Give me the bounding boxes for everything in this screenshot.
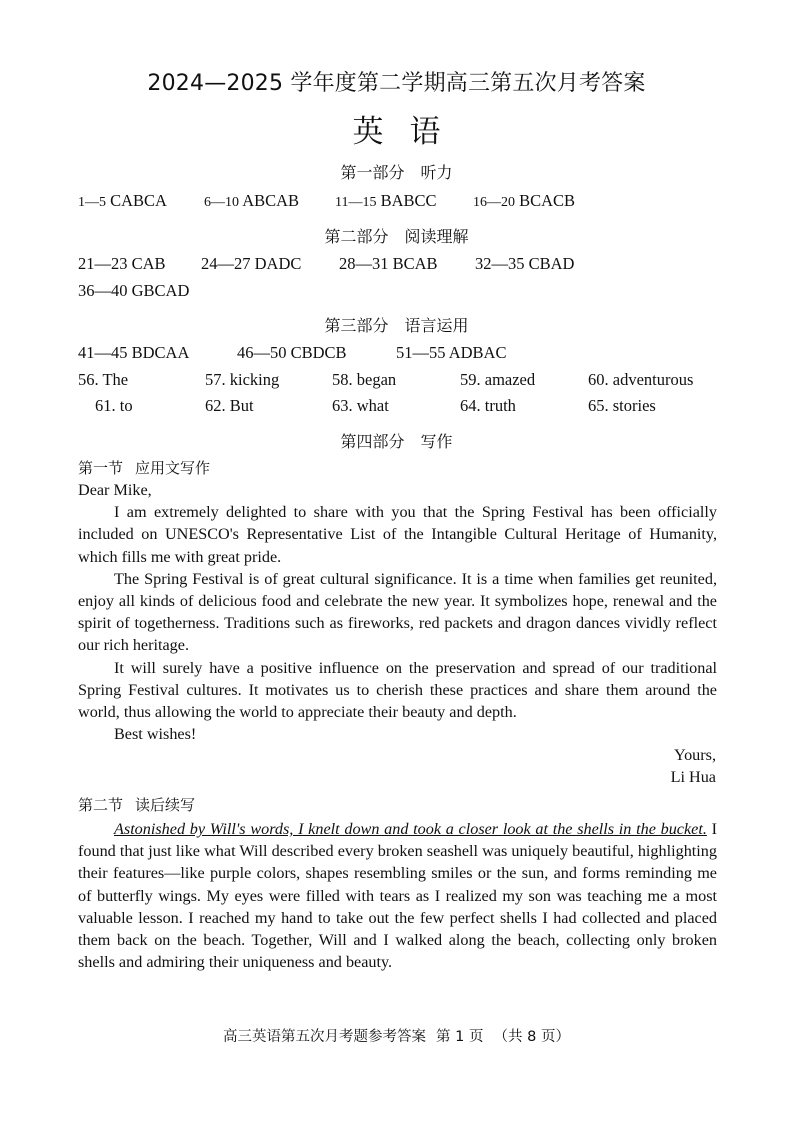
letter-signature: Li Hua	[670, 768, 716, 787]
given-sentence: Astonished by Will's words, I knelt down and took a closer look at the shells in the bucket.	[114, 820, 707, 838]
letter-paragraph: I am extremely delighted to share with you that the Spring Festival has been officially included on UNESCO's Representative List of the Intangible Cultural Heritage of Humanity, which fills me with great pride.	[78, 503, 717, 566]
section1-label: 第一节 应用文写作	[78, 459, 211, 477]
cloze-answer: 60. adventurous	[588, 370, 694, 389]
part1-heading: 第一部分 听力	[340, 163, 453, 182]
letter-signoff	[671, 744, 716, 788]
cloze-answer: 61. to	[95, 396, 133, 415]
cloze-answer: 57. kicking	[205, 370, 280, 389]
answer-group: 28—31 BCAB	[339, 254, 438, 273]
cloze-answer: 59. amazed	[460, 370, 536, 389]
part3-heading: 第三部分 语言运用	[324, 316, 469, 335]
part4-heading: 第四部分 写作	[340, 432, 453, 451]
answer-group: 21—23 CAB	[78, 254, 166, 273]
cloze-answer: 63. what	[332, 396, 389, 415]
letter-paragraph: It will surely have a positive influence on the preservation and spread of our traditional Spring Festival cultures. It motivates us to cherish these practices and share them around the world, thus allowing the world to appreciate their beauty and depth.	[78, 658, 717, 722]
letter-paragraph: The Spring Festival is of great cultural significance. It is a time when families get reunited, enjoy all kinds of delicious food and celebrate the new year. It symbolizes hope, renewal and the spirit of togetherness. Traditions such as fireworks, red packets and dragon dances vividly reflect our rich heritage.	[78, 569, 717, 655]
letter-closing-wish: Best wishes!	[114, 725, 197, 744]
answer-group: 1—5 CABCA	[78, 191, 167, 210]
answer-group: 46—50 CBDCB	[237, 343, 347, 362]
part2-heading: 第二部分 阅读理解	[324, 227, 469, 246]
answer-group: 16—20 BCACB	[473, 191, 576, 210]
cloze-answer: 58. began	[332, 370, 397, 389]
answer-group: 32—35 CBAD	[475, 254, 575, 273]
letter-greeting: Dear Mike,	[78, 481, 152, 499]
continuation-paragraph	[78, 818, 717, 973]
cloze-answer: 56. The	[78, 370, 129, 389]
section2-label: 第二节 读后续写	[78, 796, 196, 814]
answer-group: 24—27 DADC	[201, 254, 302, 273]
cloze-answer: 64. truth	[460, 396, 516, 415]
answer-group: 36—40 GBCAD	[78, 281, 190, 300]
cloze-answer: 62. But	[205, 396, 254, 415]
page-title: 2024—2025 学年度第二学期高三第五次月考答案	[147, 71, 646, 96]
answer-group: 6—10 ABCAB	[204, 191, 300, 210]
answer-group: 41—45 BDCAA	[78, 343, 190, 362]
answer-group: 51—55 ADBAC	[396, 343, 507, 362]
continuation-text: I found that just like what Will described every broken seashell was uniquely beautiful, highlighting their features—like purple colors, shapes resembling smiles or the sun, and forms reminding me of butterfly wings. My eyes were filled with tears as I realized my son was teaching me a most valuable lesson. I reached my hand to take out the few perfect shells I had collected and placed them back on the beach. Together, Will and I walked along the beach, collecting only broken shells and admiring their uniqueness and beauty.	[78, 820, 718, 972]
cloze-answer: 65. stories	[588, 396, 656, 415]
letter-body	[78, 479, 717, 745]
subject-title: 英语	[352, 114, 467, 150]
answer-group: 11—15 BABCC	[335, 191, 437, 210]
page-footer: 高三英语第五次月考题参考答案 第 1 页 （共 8 页）	[223, 1029, 570, 1045]
continuation-body	[78, 818, 717, 973]
letter-closing: Yours,	[674, 746, 716, 764]
